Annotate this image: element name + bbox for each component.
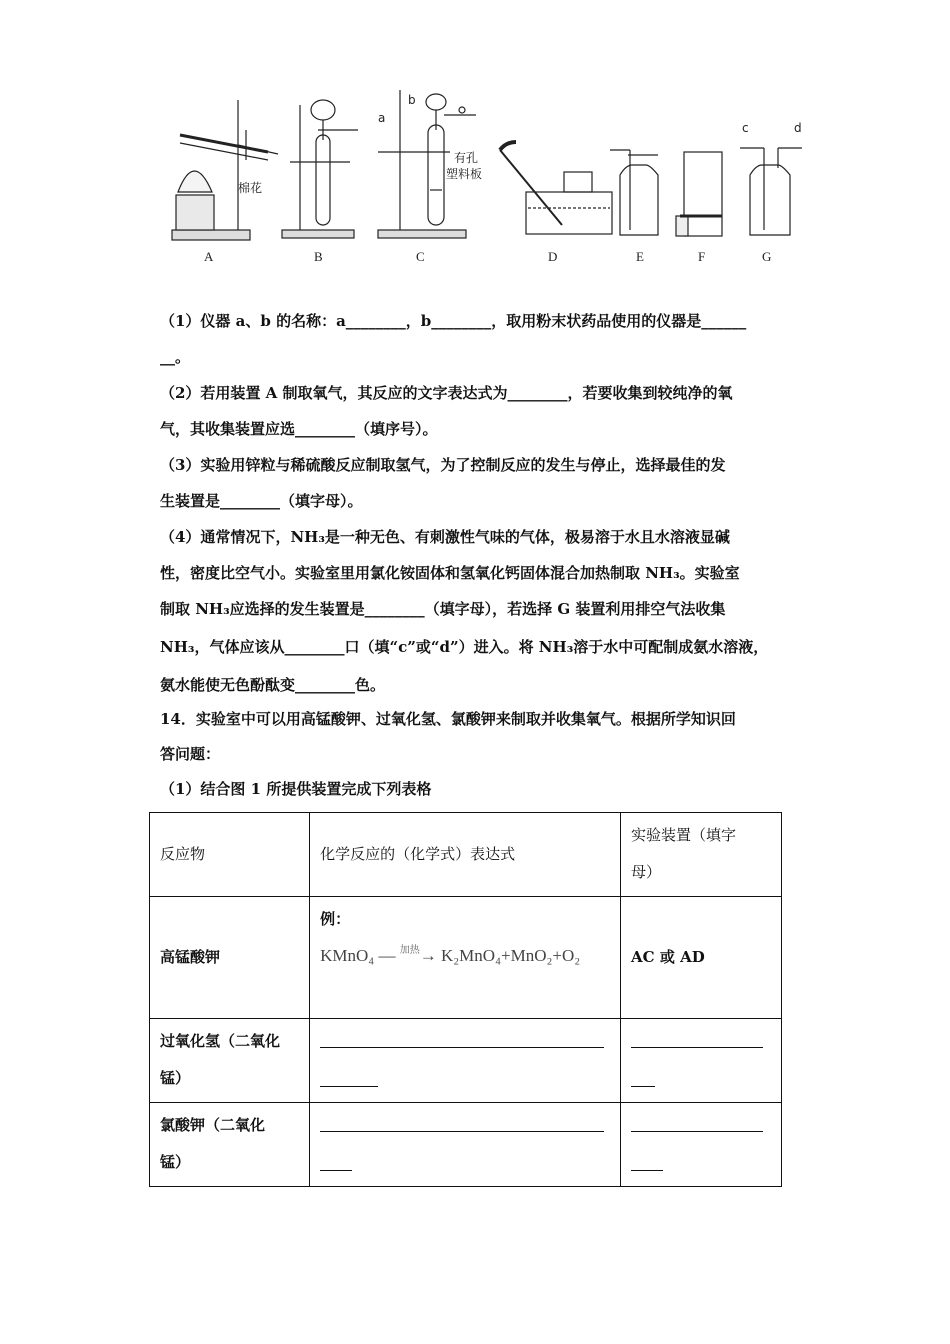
apparatus-a	[172, 100, 278, 264]
label-e: E	[636, 249, 644, 264]
label-instrument-b: b	[408, 93, 416, 107]
label-f: F	[698, 249, 706, 264]
table-row	[150, 1019, 782, 1103]
label-c: C	[416, 249, 425, 264]
holed-plate-label-2: 塑料板	[446, 167, 483, 181]
q1-line-2: __。	[160, 348, 191, 366]
port-d-label: d	[794, 121, 802, 135]
table-row	[150, 1103, 782, 1187]
label-d: D	[548, 249, 558, 264]
table-header-row	[150, 813, 782, 897]
cell-apparatus-kmno4: AC 或 AD	[621, 897, 782, 1019]
cell-expression-kmno4: 例： KMnO₄ — $^{加热}$→ K₂MnO₄+MnO₂+O₂	[310, 897, 621, 1019]
q4-line-1: （4）通常情况下，NH₃是一种无色、有刺激性气味的气体，极易溶于水且水溶液显碱	[160, 528, 730, 546]
header-reactant: 反应物	[150, 813, 310, 897]
q14-line-2: 答问题：	[160, 745, 221, 763]
cotton-label: 棉花	[238, 181, 263, 195]
cell-apparatus-kclo3[interactable]	[621, 1103, 782, 1187]
answer-table	[149, 812, 782, 1187]
q4-line-2: 性，密度比空气小。实验室里用氯化铵固体和氢氧化钙固体混合加热制取 NH₃。实验室	[160, 564, 740, 582]
cell-expression-h2o2[interactable]	[310, 1019, 621, 1103]
q3-line-2: 生装置是________（填字母）。	[160, 492, 363, 510]
header-expression: 化学反应的（化学式）表达式	[310, 813, 621, 897]
apparatus-b	[282, 100, 358, 264]
q4-line-3: 制取 NH₃应选择的发生装置是________（填字母），若选择 G 装置利用排空气法收集	[160, 600, 726, 618]
port-c-label: c	[742, 121, 749, 135]
label-g: G	[762, 249, 772, 264]
header-apparatus: 实验装置（填字 母）	[621, 813, 782, 897]
cell-apparatus-h2o2[interactable]	[621, 1019, 782, 1103]
apparatus-e	[610, 150, 658, 264]
q14-line-1: 14．实验室中可以用高锰酸钾、过氧化氢、氯酸钾来制取并收集氧气。根据所学知识回	[160, 710, 736, 728]
apparatus-g	[740, 121, 802, 264]
apparatus-c	[378, 90, 482, 264]
apparatus-figure	[150, 80, 820, 270]
q14-sub-1: （1）结合图 1 所提供装置完成下列表格	[160, 780, 432, 798]
cell-reactant-kmno4: 高锰酸钾	[150, 897, 310, 1019]
q1-line-1: （1）仪器 a、b 的名称：a________，b________，取用粉末状药品使用的仪器是______	[160, 312, 747, 330]
apparatus-f	[676, 152, 722, 264]
label-a: A	[204, 249, 214, 264]
q2-line-1: （2）若用装置 A 制取氧气，其反应的文字表达式为________，若要收集到较纯净的氧	[160, 384, 733, 402]
holed-plate-label-1: 有孔	[454, 151, 479, 165]
label-b: B	[314, 249, 323, 264]
apparatus-d	[500, 142, 612, 264]
cell-reactant-kclo3: 氯酸钾（二氧化 锰）	[150, 1103, 310, 1187]
label-instrument-a: a	[378, 111, 386, 125]
kmno4-equation: KMnO₄ — $^{加热}$→ K₂MnO₄+MnO₂+O₂	[320, 945, 581, 965]
q4-line-4: NH₃，气体应该从________口（填“c”或“d”）进入。将 NH₃溶于水中可配制成氨水溶液，	[160, 638, 769, 656]
q2-line-2: 气，其收集装置应选________（填序号）。	[160, 420, 438, 438]
cell-reactant-h2o2: 过氧化氢（二氧化 锰）	[150, 1019, 310, 1103]
q4-line-5: 氨水能使无色酚酞变________色。	[160, 676, 386, 694]
table-row	[150, 897, 782, 1019]
cell-expression-kclo3[interactable]	[310, 1103, 621, 1187]
q3-line-1: （3）实验用锌粒与稀硫酸反应制取氢气，为了控制反应的发生与停止，选择最佳的发	[160, 456, 726, 474]
